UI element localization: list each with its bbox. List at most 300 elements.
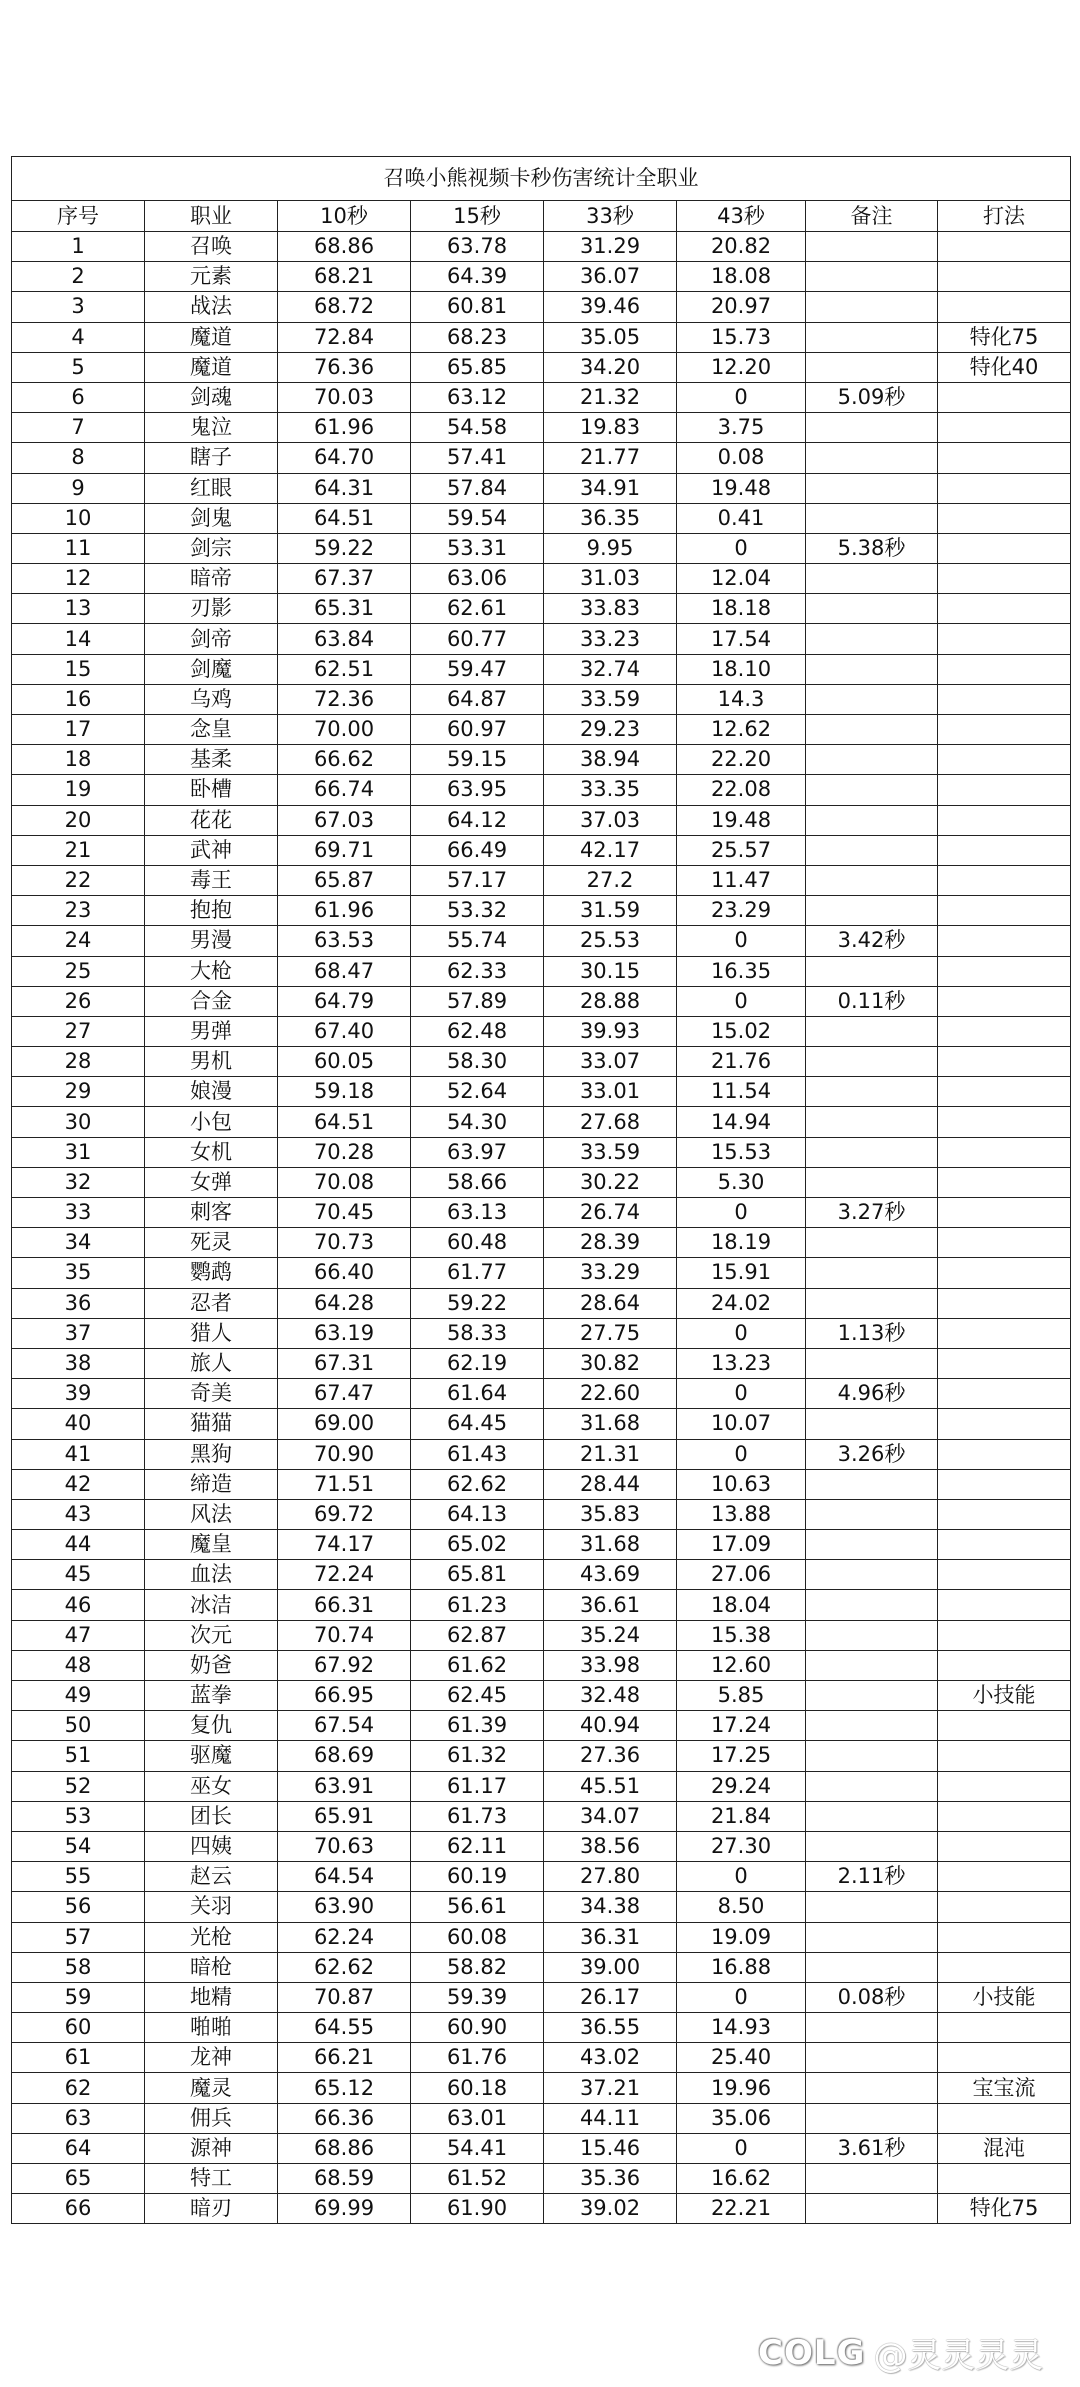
cell-index: 16 [12,684,145,714]
cell-note [806,1952,938,1982]
cell-dmg-33s: 33.29 [544,1258,677,1288]
cell-dmg-15s: 60.97 [411,715,544,745]
cell-class: 暗枪 [145,1952,278,1982]
cell-index: 12 [12,564,145,594]
cell-playstyle [938,1439,1071,1469]
cell-class: 忍者 [145,1288,278,1318]
cell-index: 37 [12,1318,145,1348]
cell-dmg-43s: 18.10 [677,654,806,684]
cell-class: 女弹 [145,1167,278,1197]
cell-playstyle [938,413,1071,443]
cell-dmg-10s: 68.59 [278,2164,411,2194]
cell-index: 59 [12,1982,145,2012]
table-row [12,1137,1071,1167]
cell-class: 关羽 [145,1892,278,1922]
table-row [12,1530,1071,1560]
cell-note [806,1771,938,1801]
cell-class: 四姨 [145,1831,278,1861]
cell-dmg-15s: 68.23 [411,322,544,352]
cell-dmg-43s: 12.62 [677,715,806,745]
cell-note [806,1620,938,1650]
cell-class: 暗帝 [145,564,278,594]
cell-index: 55 [12,1862,145,1892]
cell-playstyle [938,533,1071,563]
cell-dmg-10s: 72.24 [278,1560,411,1590]
cell-note: 3.26秒 [806,1439,938,1469]
colg-logo-icon: COLG [758,2332,866,2373]
cell-dmg-15s: 57.84 [411,473,544,503]
cell-playstyle [938,1318,1071,1348]
cell-class: 啪啪 [145,2013,278,2043]
cell-dmg-10s: 70.74 [278,1620,411,1650]
cell-index: 46 [12,1590,145,1620]
cell-playstyle [938,1409,1071,1439]
cell-class: 黑狗 [145,1439,278,1469]
cell-index: 62 [12,2073,145,2103]
cell-dmg-15s: 62.19 [411,1348,544,1378]
cell-dmg-10s: 64.54 [278,1862,411,1892]
table-row [12,805,1071,835]
table-row [12,473,1071,503]
cell-dmg-33s: 44.11 [544,2103,677,2133]
cell-dmg-33s: 31.59 [544,896,677,926]
table-row [12,1711,1071,1741]
cell-dmg-10s: 66.74 [278,775,411,805]
cell-index: 54 [12,1831,145,1861]
cell-dmg-43s: 19.48 [677,805,806,835]
cell-playstyle [938,1137,1071,1167]
cell-dmg-43s: 0 [677,533,806,563]
cell-dmg-33s: 26.74 [544,1198,677,1228]
cell-dmg-33s: 32.48 [544,1681,677,1711]
cell-class: 红眼 [145,473,278,503]
table-row [12,1439,1071,1469]
cell-dmg-33s: 33.59 [544,684,677,714]
watermark-username: @灵灵灵灵 [873,2336,1044,2376]
cell-class: 鬼泣 [145,413,278,443]
cell-index: 24 [12,926,145,956]
cell-index: 44 [12,1530,145,1560]
cell-class: 魔皇 [145,1530,278,1560]
cell-dmg-33s: 35.05 [544,322,677,352]
table-row [12,654,1071,684]
cell-note [806,262,938,292]
cell-note [806,1650,938,1680]
cell-dmg-15s: 63.97 [411,1137,544,1167]
cell-playstyle [938,2103,1071,2133]
cell-dmg-43s: 0 [677,2133,806,2163]
cell-dmg-15s: 61.43 [411,1439,544,1469]
cell-dmg-10s: 70.45 [278,1198,411,1228]
cell-class: 乌鸡 [145,684,278,714]
cell-note [806,413,938,443]
cell-note [806,2013,938,2043]
cell-dmg-15s: 62.45 [411,1681,544,1711]
cell-playstyle [938,1469,1071,1499]
cell-dmg-10s: 67.40 [278,1016,411,1046]
cell-class: 元素 [145,262,278,292]
cell-class: 男机 [145,1047,278,1077]
cell-playstyle [938,2043,1071,2073]
cell-dmg-10s: 74.17 [278,1530,411,1560]
cell-dmg-10s: 70.28 [278,1137,411,1167]
cell-note [806,503,938,533]
cell-dmg-15s: 65.02 [411,1530,544,1560]
cell-dmg-43s: 27.30 [677,1831,806,1861]
table-row [12,1952,1071,1982]
cell-dmg-33s: 36.07 [544,262,677,292]
cell-dmg-33s: 27.2 [544,865,677,895]
cell-dmg-15s: 57.89 [411,986,544,1016]
cell-dmg-33s: 27.36 [544,1741,677,1771]
cell-note [806,1499,938,1529]
cell-dmg-10s: 64.55 [278,2013,411,2043]
cell-dmg-15s: 53.32 [411,896,544,926]
cell-playstyle: 特化40 [938,352,1071,382]
cell-dmg-15s: 63.06 [411,564,544,594]
cell-dmg-15s: 60.08 [411,1922,544,1952]
cell-note: 0.08秒 [806,1982,938,2012]
cell-dmg-43s: 15.53 [677,1137,806,1167]
cell-playstyle [938,382,1071,412]
cell-dmg-10s: 70.00 [278,715,411,745]
cell-dmg-43s: 15.73 [677,322,806,352]
cell-note [806,1137,938,1167]
cell-dmg-43s: 12.60 [677,1650,806,1680]
cell-index: 18 [12,745,145,775]
cell-note [806,1922,938,1952]
table-row [12,2103,1071,2133]
cell-index: 40 [12,1409,145,1439]
cell-index: 61 [12,2043,145,2073]
cell-index: 7 [12,413,145,443]
cell-class: 血法 [145,1560,278,1590]
cell-note: 1.13秒 [806,1318,938,1348]
cell-dmg-43s: 0 [677,382,806,412]
cell-dmg-43s: 0 [677,1439,806,1469]
cell-note [806,1167,938,1197]
cell-index: 6 [12,382,145,412]
table-row [12,2043,1071,2073]
cell-playstyle [938,1771,1071,1801]
cell-class: 男弹 [145,1016,278,1046]
cell-note [806,1530,938,1560]
cell-dmg-43s: 0.08 [677,443,806,473]
cell-note [806,715,938,745]
cell-class: 剑帝 [145,624,278,654]
cell-class: 巫女 [145,1771,278,1801]
cell-dmg-33s: 36.55 [544,2013,677,2043]
cell-playstyle [938,865,1071,895]
cell-dmg-33s: 31.68 [544,1409,677,1439]
table-row [12,564,1071,594]
cell-dmg-15s: 62.11 [411,1831,544,1861]
cell-index: 3 [12,292,145,322]
cell-class: 魔道 [145,352,278,382]
cell-playstyle [938,1620,1071,1650]
cell-dmg-10s: 62.62 [278,1952,411,1982]
cell-dmg-10s: 67.03 [278,805,411,835]
table-row [12,684,1071,714]
table-row [12,292,1071,322]
cell-playstyle [938,986,1071,1016]
cell-dmg-15s: 63.01 [411,2103,544,2133]
table-row [12,1167,1071,1197]
cell-note [806,654,938,684]
cell-index: 8 [12,443,145,473]
cell-dmg-15s: 58.33 [411,1318,544,1348]
cell-index: 2 [12,262,145,292]
cell-dmg-33s: 28.44 [544,1469,677,1499]
cell-index: 34 [12,1228,145,1258]
cell-dmg-15s: 62.61 [411,594,544,624]
cell-index: 11 [12,533,145,563]
cell-dmg-10s: 68.69 [278,1741,411,1771]
table-row [12,1801,1071,1831]
table-row [12,1288,1071,1318]
cell-class: 毒王 [145,865,278,895]
cell-dmg-10s: 65.91 [278,1801,411,1831]
cell-note [806,865,938,895]
table-row [12,1560,1071,1590]
cell-dmg-15s: 59.47 [411,654,544,684]
cell-dmg-33s: 22.60 [544,1379,677,1409]
cell-dmg-43s: 19.96 [677,2073,806,2103]
cell-class: 女机 [145,1137,278,1167]
cell-dmg-15s: 55.74 [411,926,544,956]
cell-dmg-15s: 63.13 [411,1198,544,1228]
cell-note [806,1288,938,1318]
cell-dmg-15s: 54.41 [411,2133,544,2163]
cell-playstyle [938,835,1071,865]
col-header-33s: 33秒 [544,201,677,232]
cell-index: 26 [12,986,145,1016]
cell-index: 32 [12,1167,145,1197]
table-row [12,1409,1071,1439]
cell-class: 瞎子 [145,443,278,473]
cell-dmg-33s: 32.74 [544,654,677,684]
cell-index: 33 [12,1198,145,1228]
cell-dmg-43s: 12.04 [677,564,806,594]
cell-note [806,684,938,714]
cell-index: 48 [12,1650,145,1680]
cell-dmg-15s: 65.81 [411,1560,544,1590]
cell-dmg-43s: 15.91 [677,1258,806,1288]
col-header-class: 职业 [145,201,278,232]
cell-dmg-10s: 64.31 [278,473,411,503]
cell-index: 1 [12,232,145,262]
cell-dmg-33s: 31.29 [544,232,677,262]
cell-dmg-15s: 60.77 [411,624,544,654]
cell-dmg-15s: 60.81 [411,292,544,322]
cell-dmg-43s: 0 [677,1862,806,1892]
cell-dmg-10s: 66.40 [278,1258,411,1288]
cell-dmg-33s: 39.93 [544,1016,677,1046]
cell-dmg-10s: 61.96 [278,896,411,926]
cell-dmg-10s: 70.87 [278,1982,411,2012]
table-row [12,262,1071,292]
cell-dmg-10s: 64.70 [278,443,411,473]
table-row [12,865,1071,895]
cell-dmg-15s: 64.45 [411,1409,544,1439]
table-row [12,775,1071,805]
table-title: 召唤小熊视频卡秒伤害统计全职业 [12,157,1071,201]
cell-playstyle: 宝宝流 [938,2073,1071,2103]
cell-dmg-15s: 60.90 [411,2013,544,2043]
cell-index: 13 [12,594,145,624]
cell-class: 佣兵 [145,2103,278,2133]
cell-class: 猎人 [145,1318,278,1348]
cell-dmg-33s: 35.36 [544,2164,677,2194]
cell-index: 45 [12,1560,145,1590]
cell-dmg-43s: 35.06 [677,2103,806,2133]
cell-dmg-43s: 18.19 [677,1228,806,1258]
cell-note [806,956,938,986]
cell-class: 武神 [145,835,278,865]
cell-playstyle [938,564,1071,594]
table-row [12,594,1071,624]
cell-dmg-15s: 63.78 [411,232,544,262]
cell-note: 5.09秒 [806,382,938,412]
cell-playstyle: 小技能 [938,1982,1071,2012]
cell-dmg-15s: 63.95 [411,775,544,805]
cell-dmg-15s: 54.30 [411,1107,544,1137]
cell-dmg-43s: 19.48 [677,473,806,503]
table-row [12,1228,1071,1258]
cell-playstyle [938,1862,1071,1892]
cell-dmg-43s: 0 [677,926,806,956]
cell-dmg-33s: 35.83 [544,1499,677,1529]
cell-dmg-15s: 63.12 [411,382,544,412]
cell-note: 0.11秒 [806,986,938,1016]
cell-dmg-10s: 67.54 [278,1711,411,1741]
cell-dmg-43s: 17.25 [677,1741,806,1771]
cell-index: 47 [12,1620,145,1650]
cell-note [806,2073,938,2103]
table-row [12,443,1071,473]
cell-note [806,896,938,926]
cell-dmg-33s: 39.46 [544,292,677,322]
cell-class: 战法 [145,292,278,322]
table-row [12,232,1071,262]
cell-dmg-43s: 10.63 [677,1469,806,1499]
cell-dmg-43s: 22.08 [677,775,806,805]
cell-dmg-43s: 14.3 [677,684,806,714]
cell-dmg-43s: 0 [677,1318,806,1348]
cell-dmg-10s: 59.18 [278,1077,411,1107]
cell-dmg-10s: 64.51 [278,503,411,533]
cell-playstyle [938,775,1071,805]
cell-class: 召唤 [145,232,278,262]
table-row [12,1590,1071,1620]
cell-dmg-33s: 33.83 [544,594,677,624]
cell-class: 特工 [145,2164,278,2194]
cell-dmg-10s: 66.21 [278,2043,411,2073]
cell-index: 56 [12,1892,145,1922]
cell-dmg-15s: 53.31 [411,533,544,563]
cell-index: 52 [12,1771,145,1801]
cell-index: 38 [12,1348,145,1378]
cell-dmg-33s: 36.35 [544,503,677,533]
cell-playstyle [938,805,1071,835]
cell-dmg-33s: 37.21 [544,2073,677,2103]
cell-dmg-33s: 39.00 [544,1952,677,1982]
cell-playstyle [938,473,1071,503]
cell-dmg-15s: 61.32 [411,1741,544,1771]
table-row [12,1771,1071,1801]
cell-note: 5.38秒 [806,533,938,563]
cell-dmg-10s: 68.72 [278,292,411,322]
cell-dmg-43s: 22.20 [677,745,806,775]
col-header-index: 序号 [12,201,145,232]
cell-dmg-33s: 36.61 [544,1590,677,1620]
cell-note [806,1831,938,1861]
cell-index: 60 [12,2013,145,2043]
cell-dmg-15s: 62.62 [411,1469,544,1499]
cell-dmg-15s: 57.41 [411,443,544,473]
cell-class: 魔灵 [145,2073,278,2103]
cell-playstyle [938,1077,1071,1107]
cell-dmg-33s: 34.20 [544,352,677,382]
cell-dmg-10s: 67.31 [278,1348,411,1378]
cell-dmg-43s: 22.21 [677,2194,806,2224]
cell-dmg-43s: 0 [677,1379,806,1409]
table-row [12,1831,1071,1861]
cell-dmg-15s: 62.48 [411,1016,544,1046]
cell-dmg-33s: 9.95 [544,533,677,563]
table-row [12,322,1071,352]
cell-dmg-33s: 37.03 [544,805,677,835]
cell-dmg-15s: 64.12 [411,805,544,835]
cell-index: 17 [12,715,145,745]
cell-class: 花花 [145,805,278,835]
table-row [12,352,1071,382]
cell-index: 15 [12,654,145,684]
cell-dmg-43s: 13.88 [677,1499,806,1529]
cell-class: 猫猫 [145,1409,278,1439]
cell-dmg-33s: 31.03 [544,564,677,594]
cell-dmg-33s: 38.94 [544,745,677,775]
cell-dmg-43s: 0.41 [677,503,806,533]
cell-class: 赵云 [145,1862,278,1892]
col-header-note: 备注 [806,201,938,232]
cell-note [806,2043,938,2073]
cell-dmg-15s: 61.77 [411,1258,544,1288]
cell-index: 65 [12,2164,145,2194]
cell-note [806,1711,938,1741]
cell-note [806,232,938,262]
cell-class: 冰洁 [145,1590,278,1620]
table-row [12,2194,1071,2224]
cell-dmg-33s: 36.31 [544,1922,677,1952]
cell-dmg-33s: 33.07 [544,1047,677,1077]
table-row [12,1107,1071,1137]
cell-dmg-10s: 62.24 [278,1922,411,1952]
cell-dmg-43s: 8.50 [677,1892,806,1922]
cell-class: 风法 [145,1499,278,1529]
cell-dmg-33s: 38.56 [544,1831,677,1861]
cell-playstyle: 特化75 [938,322,1071,352]
cell-playstyle [938,1801,1071,1831]
cell-note: 4.96秒 [806,1379,938,1409]
cell-dmg-10s: 66.62 [278,745,411,775]
cell-dmg-10s: 66.31 [278,1590,411,1620]
table-row [12,956,1071,986]
cell-dmg-33s: 31.68 [544,1530,677,1560]
cell-dmg-15s: 60.19 [411,1862,544,1892]
cell-dmg-33s: 27.68 [544,1107,677,1137]
cell-dmg-43s: 17.09 [677,1530,806,1560]
